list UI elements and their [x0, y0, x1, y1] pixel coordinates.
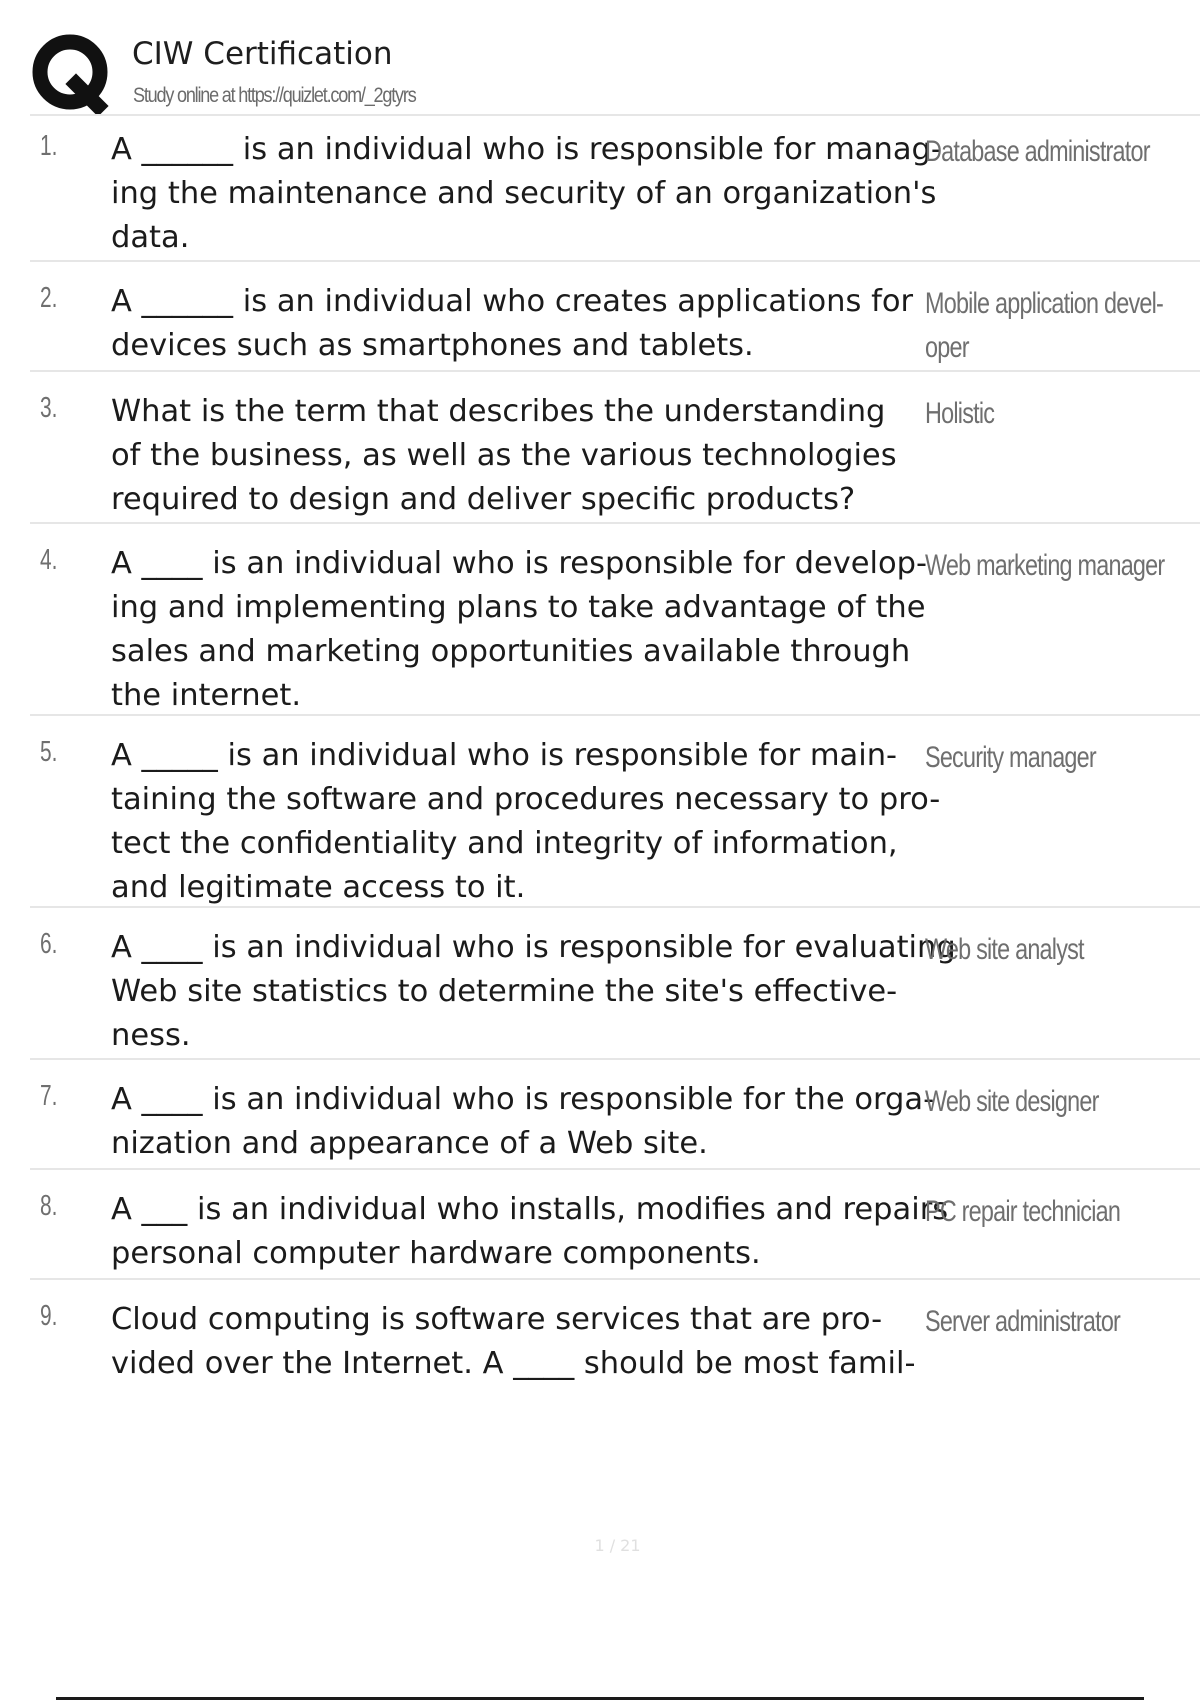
- flashcard-row: [30, 1178, 1200, 1280]
- card-definition: Holistic: [925, 397, 995, 430]
- card-term: A ___ is an individual who installs, modifies and repairs personal computer hardware components.: [111, 1192, 949, 1271]
- card-term: A ______ is an individual who creates applications for devices such as smartphones and tablets.: [111, 284, 914, 363]
- card-number: 1.: [40, 130, 58, 162]
- flashcard-row: [30, 118, 1200, 262]
- card-number: 9.: [40, 1300, 58, 1332]
- card-definition: Security manager: [925, 741, 1096, 774]
- card-number: 2.: [40, 282, 58, 314]
- card-definition: Server administrator: [925, 1305, 1121, 1338]
- flashcard-row: [30, 270, 1200, 372]
- card-definition: Web marketing manager: [925, 549, 1165, 582]
- card-term: A _____ is an individual who is responsible for main- taining the software and procedures necessary to pro- tect the confidentiality and integrity of information, and legitimate access to it.: [111, 738, 941, 905]
- flashcard-row: [30, 1068, 1200, 1170]
- card-number: 5.: [40, 736, 58, 768]
- card-term: Cloud computing is software services that are pro- vided over the Internet. A ____ should be most famil-: [111, 1302, 916, 1381]
- card-number: 4.: [40, 544, 58, 576]
- page-header: [30, 30, 1200, 116]
- card-term: A ____ is an individual who is responsible for develop- ing and implementing plans to take advantage of the sales and marketing opportunities available through the internet.: [111, 546, 928, 713]
- quizlet-logo-icon: [32, 34, 112, 114]
- study-online-link[interactable]: Study online at https://quizlet.com/_2gtyrs: [133, 84, 416, 107]
- flashcard-row: [30, 916, 1200, 1060]
- card-number: 6.: [40, 928, 58, 960]
- page-indicator: 1 / 21: [594, 1536, 641, 1555]
- card-number: 8.: [40, 1190, 58, 1222]
- flashcard-row: [30, 1288, 1200, 1398]
- flashcard-row: [30, 724, 1200, 908]
- card-definition: Mobile application devel- oper: [925, 287, 1164, 364]
- card-term: A ____ is an individual who is responsible for evaluating Web site statistics to determine the site's effective- ness.: [111, 930, 956, 1053]
- flashcard-row: [30, 532, 1200, 716]
- card-term: A ______ is an individual who is responsible for manag- ing the maintenance and security of an organization's data.: [111, 132, 942, 255]
- flashcard-row: [30, 380, 1200, 524]
- card-number: 3.: [40, 392, 58, 424]
- card-definition: PC repair technician: [925, 1195, 1121, 1228]
- card-number: 7.: [40, 1080, 58, 1112]
- card-definition: Web site designer: [925, 1085, 1099, 1118]
- card-term: A ____ is an individual who is responsible for the orga- nization and appearance of a Web site.: [111, 1082, 935, 1161]
- card-definition: Database administrator: [925, 135, 1150, 168]
- card-term: What is the term that describes the understanding of the business, as well as the various technologies required to design and deliver specific products?: [111, 394, 897, 517]
- page-title: CIW Certification: [132, 36, 393, 72]
- card-definition: Web site analyst: [925, 933, 1084, 966]
